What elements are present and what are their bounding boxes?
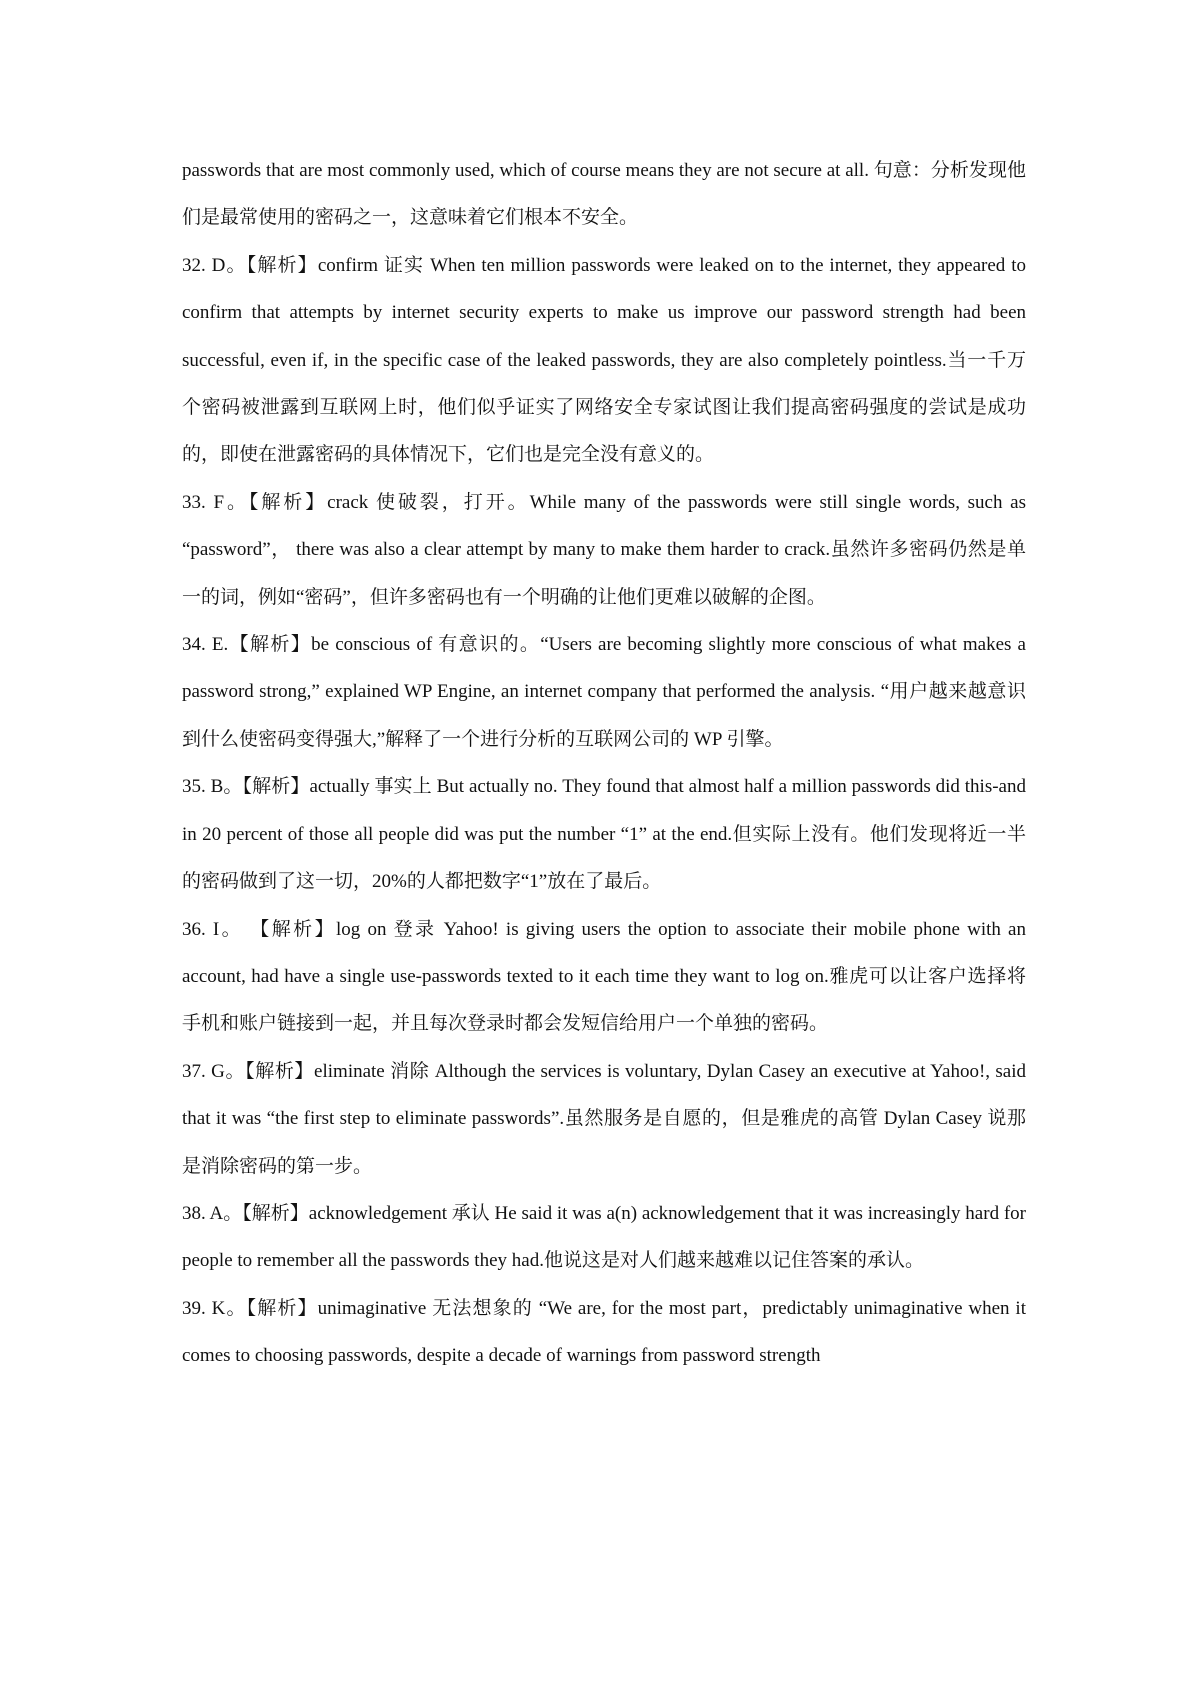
paragraph-answer-32: 32. D。【解析】confirm 证实 When ten million passwords were leaked on to the internet, they appeared to confirm that attempts by internet security experts to make us improve our password strength had been successful, even if, in the specific case of the leaked passwords, they are also completely pointless.当一千万个密码被泄露到互联网上时，他们似乎证实了网络安全专家试图让我们提高密码强度的尝试是成功的，即使在泄露密码的具体情况下，它们也是完全没有意义的。	[182, 254, 1026, 466]
paragraph-answer-39: 39. K。【解析】unimaginative 无法想象的 “We are, for the most part，predictably unimaginative when it comes to choosing passwords, despite a decade of warnings from password strength	[182, 1297, 1026, 1367]
paragraph-31-continuation: passwords that are most commonly used, which of course means they are not secure at all. 句意：分析发现他们是最常使用的密码之一，这意味着它们根本不安全。	[182, 160, 1026, 229]
paragraph-answer-35: 35. B。【解析】actually 事实上 But actually no. They found that almost half a million passwords did this-and in 20 percent of those all people did was put the number “1” at the end.但实际上没有。他们发现将近一半的密码做到了这一切，20%的人都把数字“1”放在了最后。	[182, 776, 1026, 893]
answer-explanations	[182, 147, 1026, 1380]
paragraph-answer-33: 33. F。【解析】crack 使破裂，打开。While many of the passwords were still single words, such as “password”， there was also a clear attempt by many to make them harder to crack.虽然许多密码仍然是单一的词，例如“密码”，但许多密码也有一个明确的让他们更难以破解的企图。	[182, 491, 1026, 608]
paragraph-answer-37: 37. G。【解析】eliminate 消除 Although the services is voluntary, Dylan Casey an executive at Yahoo!, said that it was “the first step to eliminate passwords”.虽然服务是自愿的，但是雅虎的高管 Dylan Casey 说那是消除密码的第一步。	[182, 1060, 1026, 1177]
paragraph-answer-34: 34. E.【解析】be conscious of 有意识的。“Users are becoming slightly more conscious of what makes a password strong,” explained WP Engine, an internet company that performed the analysis. “用户越来越意识到什么使密码变得强大,”解释了一个进行分析的互联网公司的 WP 引擎。	[182, 634, 1026, 750]
paragraph-answer-38: 38. A。【解析】acknowledgement 承认 He said it was a(n) acknowledgement that it was increasingly hard for people to remember all the passwords they had.他说这是对人们越来越难以记住答案的承认。	[182, 1202, 1026, 1272]
paragraph-answer-36: 36. I。 【解析】log on 登录 Yahoo! is giving users the option to associate their mobile phone with an account, had have a single use-passwords texted to it each time they want to log on.雅虎可以让客户选择将手机和账户链接到一起，并且每次登录时都会发短信给用户一个单独的密码。	[182, 918, 1026, 1035]
